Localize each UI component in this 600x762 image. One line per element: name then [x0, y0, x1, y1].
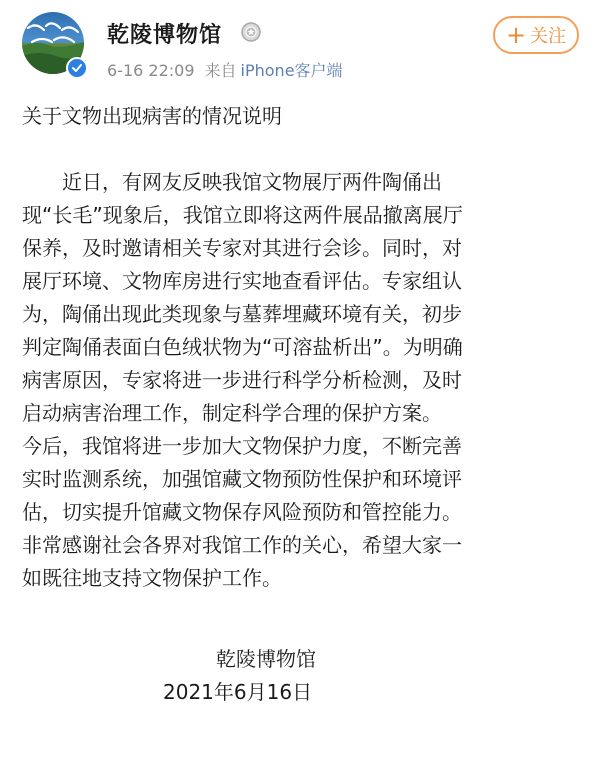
statement-line: 启动病害治理工作，制定科学合理的保护方案。 — [22, 401, 442, 425]
follow-button[interactable] — [493, 16, 579, 54]
statement-line: 展厅环境、文物库房进行实地查看评估。专家组认 — [22, 269, 462, 293]
account-name[interactable]: 乾陵博物馆 — [107, 23, 223, 48]
post-header — [0, 0, 600, 90]
verified-badge-icon — [66, 57, 88, 79]
statement-line: 判定陶俑表面白色绒状物为“可溶盐析出”。为明确 — [22, 335, 463, 359]
medal-icon[interactable] — [240, 21, 262, 43]
statement-line: 今后，我馆将进一步加大文物保护力度，不断完善 — [22, 434, 462, 458]
statement-line: 如既往地支持文物保护工作。 — [22, 566, 282, 590]
statement-title: 关于文物出现病害的情况说明 — [22, 104, 282, 128]
spacer — [22, 133, 578, 166]
statement-line: 病害原因，专家将进一步进行科学分析检测，及时 — [22, 368, 462, 392]
statement-line: 近日，有网友反映我馆文物展厅两件陶俑出 — [22, 170, 442, 194]
post-timestamp: 6-16 22:09 — [107, 61, 195, 80]
source-prefix: 来自 — [204, 61, 237, 80]
statement-signature: 乾陵博物馆 — [216, 647, 316, 671]
statement-line: 为，陶俑出现此类现象与墓葬埋藏环境有关，初步 — [22, 302, 462, 326]
statement-line: 现“长毛”现象后，我馆立即将这两件展品撤离展厅 — [22, 203, 463, 227]
post-body — [22, 100, 578, 595]
statement-line: 实时监测系统，加强馆藏文物预防性保护和环境评 — [22, 467, 462, 491]
statement-line: 估，切实提升馆藏文物保存风险预防和管控能力。 — [22, 500, 462, 524]
plus-icon: + — [505, 21, 527, 49]
follow-label: 关注 — [530, 26, 567, 47]
statement-line: 非常感谢社会各界对我馆工作的关心，希望大家一 — [22, 533, 462, 557]
statement-date: 2021年6月16日 — [163, 680, 313, 704]
source-device-link[interactable]: iPhone客户端 — [240, 61, 343, 80]
post-meta — [107, 58, 343, 81]
statement-line: 保养，及时邀请相关专家对其进行会诊。同时，对 — [22, 236, 462, 260]
